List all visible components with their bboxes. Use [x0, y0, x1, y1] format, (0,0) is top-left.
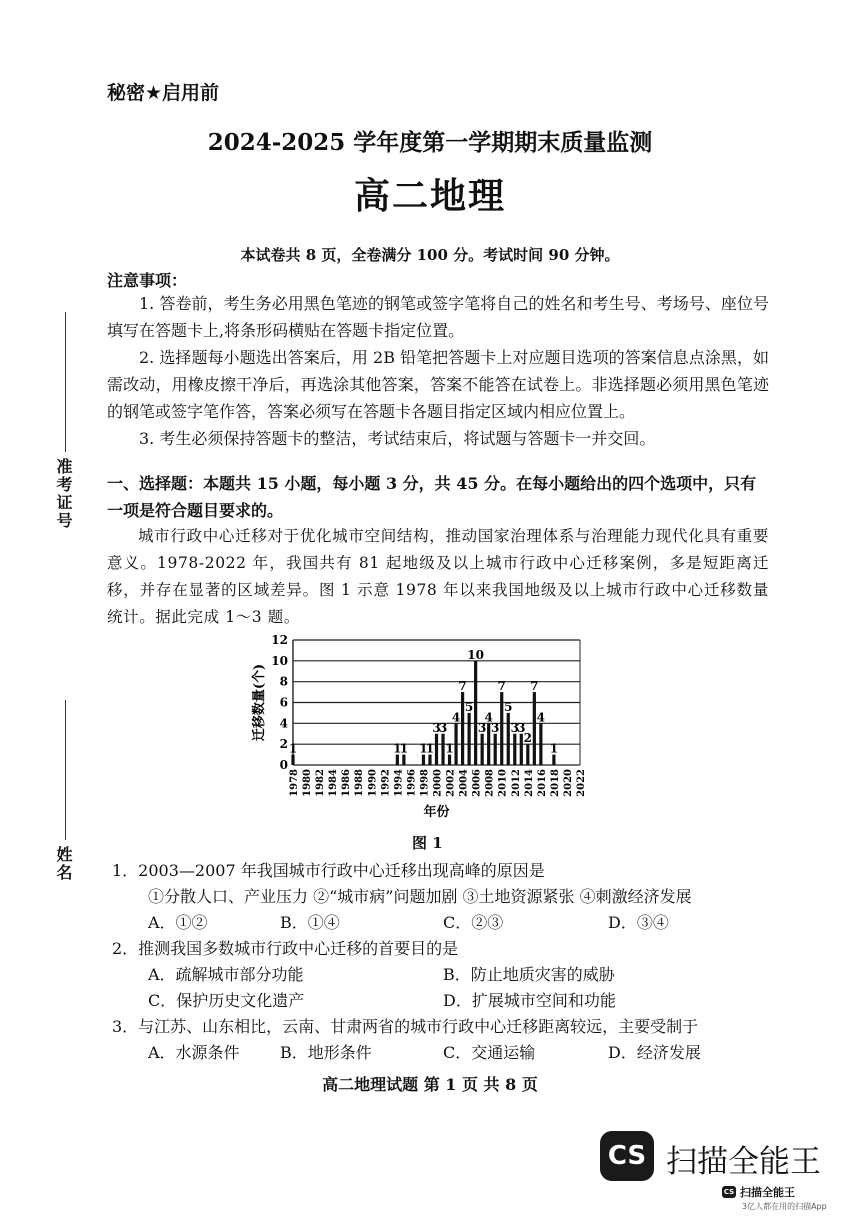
x-tick-label: 2012 [510, 769, 522, 797]
x-tick-label: 2006 [471, 769, 483, 797]
secret-label: 秘密★启用前 [107, 82, 220, 104]
bar-value-label: 3 [477, 720, 487, 735]
x-tick-label: 1984 [328, 769, 340, 797]
x-tick-label: 1980 [302, 769, 314, 797]
bar [552, 755, 555, 765]
bar [291, 755, 294, 765]
bar [461, 692, 464, 765]
question-1-option-c: C．②③ [443, 913, 504, 932]
x-tick-label: 2022 [576, 769, 587, 797]
camscanner-brand: 扫描全能王 [666, 1144, 821, 1180]
x-tick-label: 2010 [497, 769, 509, 797]
notice-item-2: 2. 选择题每小题选出答案后，用 2B 铅笔把答题卡上对应题目选项的答案信息点涂黑，如需改动，用橡皮擦干净后，再选涂其他答案，答案不能答在试卷上。非选择题必须用黑色笔迹的钢笔或签字笔作答，答案必须写在答题卡各题目指定区域内相应位置上。 [107, 348, 769, 421]
section-1-passage: 城市行政中心迁移对于优化城市空间结构，推动国家治理体系与治理能力现代化具有重要意义。1978-2022 年，我国共有 81 起地级及以上城市行政中心迁移案例，多是短距离迁移，并存在显著的区域差异。图 1 示意 1978 年以来我国地级及以上城市行政中心迁移数量统计。据此完成 1～3 题。 [107, 527, 769, 626]
question-2-stem: 2．推测我国多数城市行政中心迁移的首要目的是 [112, 939, 459, 958]
x-tick-label: 1986 [341, 769, 353, 797]
bar-value-label: 1 [445, 741, 454, 756]
bar-value-label: 5 [504, 699, 513, 714]
bar-value-label: 10 [467, 647, 484, 662]
section-1-title: 一、选择题：本题共 15 小题，每小题 3 分，共 45 分。在每小题给出的四个选项中，只有一项是符合题目要求的。 [107, 474, 757, 520]
x-tick-label: 2008 [484, 769, 496, 797]
notice-heading: 注意事项： [107, 271, 188, 290]
bar [428, 755, 431, 765]
camscanner-small-logo: CS [723, 1188, 735, 1196]
y-tick-label: 4 [279, 716, 288, 731]
bar-value-label: 2 [523, 731, 532, 746]
y-tick-label: 0 [279, 758, 288, 772]
question-2-option-a: A．疏解城市部分功能 [148, 965, 304, 984]
question-3-option-a: A．水源条件 [148, 1043, 240, 1062]
x-tick-label: 2004 [458, 769, 470, 797]
bar-value-label: 3 [510, 720, 519, 735]
bar-value-label: 3 [491, 720, 500, 735]
bar-value-label: 7 [497, 679, 506, 694]
question-3-option-c: C．交通运输 [443, 1043, 536, 1062]
question-1-statements: ①分散人口、产业压力 ②“城市病”问题加剧 ③土地资源紧张 ④刺激经济发展 [148, 887, 692, 906]
bar [500, 692, 503, 765]
bar-value-label: 4 [451, 710, 461, 725]
name-line [65, 700, 66, 840]
bar [441, 734, 444, 765]
bar [448, 755, 451, 765]
x-tick-label: 2020 [562, 769, 574, 797]
bar-value-label: 1 [393, 741, 402, 756]
notice-item-3: 3. 考生必须保持答题卡的整洁，考试结束后，将试题与答题卡一并交回。 [139, 429, 656, 448]
y-tick-label: 6 [279, 695, 288, 710]
bar-value-label: 1 [549, 741, 559, 756]
bar [422, 755, 425, 765]
subject-title: 高二地理 [353, 175, 506, 217]
question-2-option-d: D．扩展城市空间和功能 [443, 991, 616, 1010]
bar [487, 723, 490, 765]
y-tick-label: 12 [271, 633, 288, 647]
bar-value-label: 3 [432, 720, 441, 735]
bar-value-label: 1 [425, 741, 435, 756]
question-1-option-b: B．①④ [280, 913, 340, 932]
notice-item-1: 1. 答卷前，考生务必用黑色笔迹的钢笔或签字笔将自己的姓名和考生号、考场号、座位号填写在答题卡上,将条形码横贴在答题卡指定位置。 [107, 294, 769, 340]
bar [526, 744, 529, 765]
y-tick-label: 10 [271, 653, 288, 668]
exam-info: 本试卷共 8 页，全卷满分 100 分。考试时间 90 分钟。 [240, 246, 620, 264]
bar [533, 692, 536, 765]
bar-value-label: 1 [419, 741, 428, 756]
question-1-option-d: D．③④ [608, 913, 669, 932]
x-tick-label: 2014 [523, 769, 535, 797]
x-tick-label: 2018 [549, 769, 561, 797]
bar-value-label: 4 [484, 710, 493, 725]
question-3-option-b: B．地形条件 [280, 1043, 372, 1062]
name-label: 姓名 [54, 846, 73, 882]
camscanner-logo: CS [600, 1131, 654, 1181]
bar-value-label: 7 [458, 679, 467, 694]
camscanner-tagline: 3亿人都在用的扫描App [742, 1202, 827, 1211]
bar [481, 734, 484, 765]
bar-value-label: 3 [438, 720, 448, 735]
question-3-stem: 3．与江苏、山东相比，云南、甘肃两省的城市行政中心迁移距离较远，主要受制于 [112, 1017, 699, 1036]
bar-value-label: 5 [464, 699, 474, 714]
y-axis-title: 迁移数量(个) [252, 663, 267, 742]
x-tick-label: 2000 [432, 769, 444, 797]
x-tick-label: 1978 [289, 769, 300, 797]
x-tick-label: 2016 [536, 769, 548, 797]
bar-value-label: 7 [530, 679, 539, 694]
x-tick-label: 1992 [380, 769, 392, 797]
x-tick-label: 1998 [419, 769, 431, 797]
question-2-option-c: C．保护历史文化遗产 [148, 991, 305, 1010]
bar-value-label: 1 [288, 741, 298, 756]
question-1-stem: 1．2003—2007 年我国城市行政中心迁移出现高峰的原因是 [112, 861, 545, 880]
y-tick-label: 8 [279, 674, 288, 689]
bar [513, 734, 516, 765]
bar [396, 755, 399, 765]
x-tick-label: 2002 [445, 769, 457, 797]
bar [435, 734, 438, 765]
y-tick-label: 2 [279, 737, 288, 752]
bar [454, 723, 457, 765]
x-tick-label: 1982 [315, 769, 327, 797]
migration-bar-chart [240, 628, 600, 828]
bar [539, 723, 542, 765]
figure-caption: 图 1 [412, 834, 443, 852]
x-tick-label: 1990 [367, 769, 379, 797]
bar-value-label: 1 [399, 741, 409, 756]
exam-title: 2024-2025 学年度第一学期期末质量监测 [207, 129, 653, 156]
bar [402, 755, 405, 765]
bar [468, 713, 471, 765]
bar [474, 661, 477, 765]
bar [494, 734, 497, 765]
bar-value-label: 4 [536, 710, 546, 725]
exam-id-label: 准考证号 [54, 458, 73, 530]
x-tick-label: 1994 [393, 769, 405, 797]
question-2-option-b: B．防止地质灾害的威胁 [443, 965, 615, 984]
bar [520, 734, 523, 765]
question-1-option-a: A．①② [148, 913, 208, 932]
bar [507, 713, 510, 765]
question-3-option-d: D．经济发展 [608, 1043, 701, 1062]
camscanner-small-brand: 扫描全能王 [740, 1186, 795, 1199]
exam-id-line [65, 312, 66, 452]
bar-value-label: 3 [517, 720, 526, 735]
page-footer: 高二地理试题 第 1 页 共 8 页 [322, 1075, 538, 1094]
x-axis-title: 年份 [423, 805, 450, 820]
x-tick-label: 1996 [406, 769, 418, 797]
x-tick-label: 1988 [354, 769, 366, 797]
